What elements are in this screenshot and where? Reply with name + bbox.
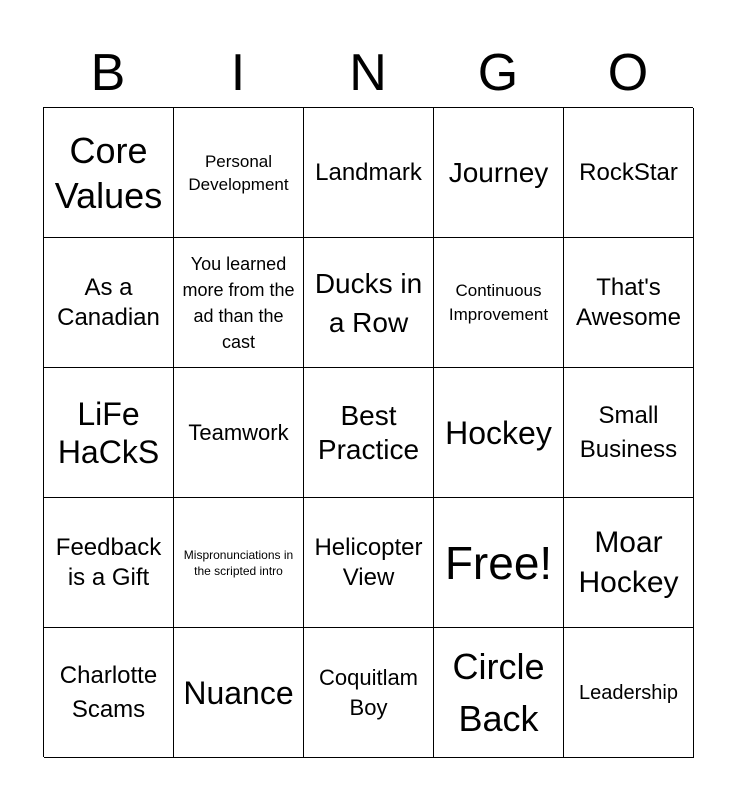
bingo-cell[interactable] [174, 498, 304, 628]
header-letter-i: I [230, 44, 246, 102]
cell-text: Leadership [579, 681, 678, 704]
bingo-cell[interactable] [304, 368, 434, 498]
cell-text: Core Values [54, 129, 163, 216]
bingo-cell[interactable] [434, 628, 564, 758]
cell-text: Nuance [183, 674, 294, 711]
bingo-cell[interactable] [174, 238, 304, 368]
cell-text: Journey [448, 156, 549, 188]
bingo-cell[interactable] [434, 238, 564, 368]
bingo-cell[interactable] [304, 238, 434, 368]
bingo-cell[interactable] [564, 498, 694, 628]
bingo-cell[interactable] [304, 498, 434, 628]
bingo-cell[interactable] [44, 368, 174, 498]
cell-text: Helicopter View [314, 533, 423, 591]
bingo-header [43, 42, 693, 104]
bingo-cell[interactable] [44, 108, 174, 238]
free-space-cell[interactable] [434, 498, 564, 628]
bingo-cell[interactable] [304, 108, 434, 238]
cell-text: You learned more from the ad than the cast [182, 253, 295, 352]
bingo-cell[interactable] [434, 108, 564, 238]
cell-text: As a Canadian [57, 273, 160, 331]
bingo-cell[interactable] [44, 628, 174, 758]
cell-text: Circle Back [452, 645, 545, 739]
bingo-cell[interactable] [174, 628, 304, 758]
cell-text: That's Awesome [576, 273, 681, 331]
cell-text: Landmark [315, 158, 422, 186]
cell-text: Teamwork [188, 419, 289, 445]
header-letter-o: O [607, 44, 649, 102]
cell-text: Ducks in a Row [314, 267, 423, 338]
cell-text: Hockey [445, 414, 552, 451]
bingo-cell[interactable] [304, 628, 434, 758]
bingo-cell[interactable] [174, 108, 304, 238]
cell-text: Coquitlam Boy [318, 664, 419, 720]
bingo-cell[interactable] [564, 108, 694, 238]
bingo-cell[interactable] [564, 238, 694, 368]
bingo-card-grid [43, 107, 693, 757]
header-letter-n: N [349, 44, 387, 102]
free-space-text: Free! [444, 536, 553, 589]
bingo-cell[interactable] [564, 628, 694, 758]
cell-text: LiFe HaCkS [57, 395, 160, 470]
cell-text: Best Practice [317, 399, 420, 465]
cell-text: Personal Development [188, 151, 289, 194]
cell-text: Continuous Improvement [448, 280, 549, 324]
bingo-cell[interactable] [44, 498, 174, 628]
cell-text: Charlotte Scams [59, 661, 158, 723]
cell-text: Moar Hockey [578, 525, 679, 599]
cell-text: Small Business [579, 401, 678, 463]
cell-text: Feedback is a Gift [55, 533, 162, 591]
cell-text: RockStar [579, 158, 678, 186]
header-letter-b: B [90, 44, 126, 102]
cell-text: Mispronunciations in the scripted intro [183, 547, 294, 578]
bingo-cell[interactable] [44, 238, 174, 368]
bingo-cell[interactable] [564, 368, 694, 498]
header-letter-g: G [477, 44, 519, 102]
bingo-cell[interactable] [434, 368, 564, 498]
bingo-cell[interactable] [174, 368, 304, 498]
